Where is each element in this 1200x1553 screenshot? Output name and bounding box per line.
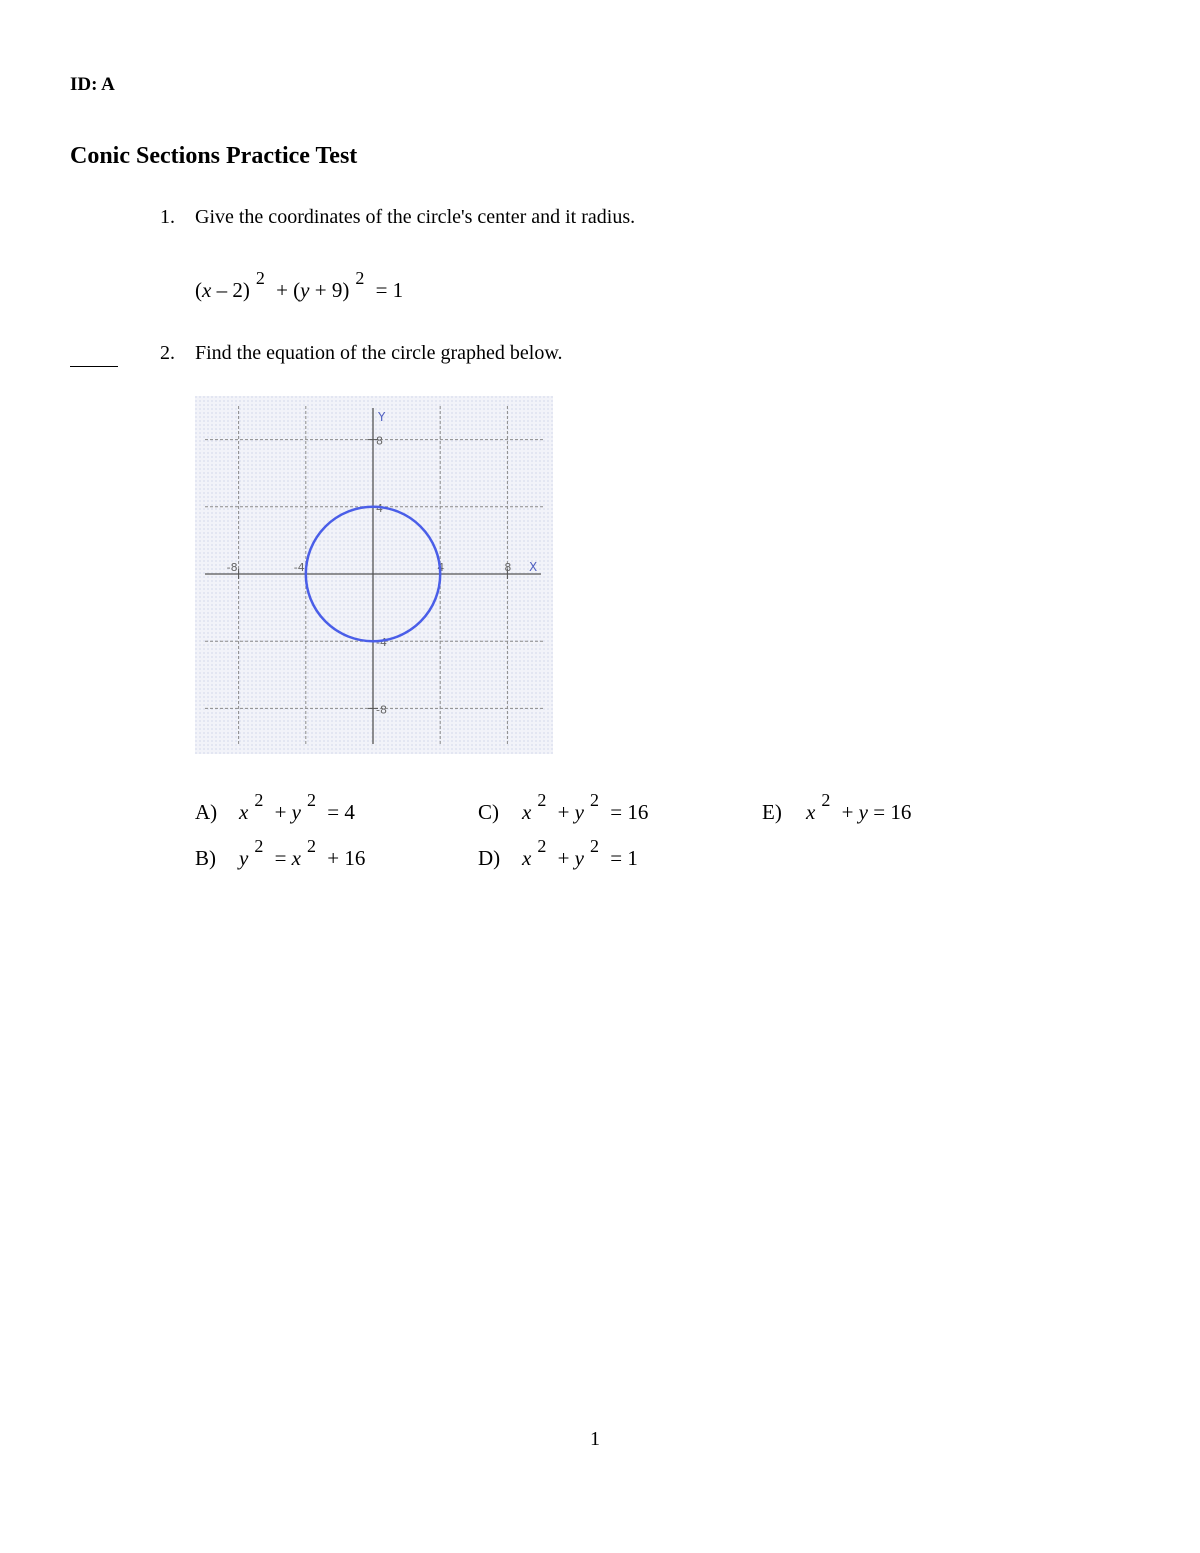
question-2-number: 2. bbox=[160, 342, 175, 364]
y-tick-label: -8 bbox=[376, 703, 387, 717]
x-tick-label: 8 bbox=[504, 561, 512, 574]
graph-background bbox=[195, 396, 553, 754]
page-number: 1 bbox=[590, 1428, 600, 1450]
option-a: A) x 2 + y 2 = 4 bbox=[195, 790, 355, 824]
question-2-text: Find the equation of the circle graphed below. bbox=[195, 342, 563, 364]
question-1-number: 1. bbox=[160, 206, 175, 228]
question-1-equation: (x – 2) 2 + (y + 9) 2 = 1 bbox=[195, 268, 404, 302]
option-c: C) x 2 + y 2 = 16 bbox=[478, 790, 649, 824]
x-tick-label: -8 bbox=[226, 561, 238, 574]
option-b: B) y 2 = x 2 + 16 bbox=[195, 836, 366, 870]
option-d: D) x 2 + y 2 = 1 bbox=[478, 836, 638, 870]
x-axis-label: X bbox=[529, 560, 538, 574]
answer-blank-line[interactable] bbox=[70, 366, 118, 367]
y-tick-label: 4 bbox=[376, 501, 383, 515]
y-tick-label: -4 bbox=[376, 636, 387, 650]
question-1-text: Give the coordinates of the circle's center and it radius. bbox=[195, 206, 636, 228]
circle-graph bbox=[195, 396, 553, 754]
id-label: ID: A bbox=[70, 74, 115, 95]
y-tick-label: 8 bbox=[376, 434, 383, 448]
y-axis-label: Y bbox=[378, 410, 386, 424]
x-tick-label: -4 bbox=[293, 561, 305, 574]
x-tick-label: 4 bbox=[437, 561, 445, 574]
option-e: E) x 2 + y = 16 bbox=[762, 790, 912, 824]
page-title: Conic Sections Practice Test bbox=[70, 143, 358, 169]
